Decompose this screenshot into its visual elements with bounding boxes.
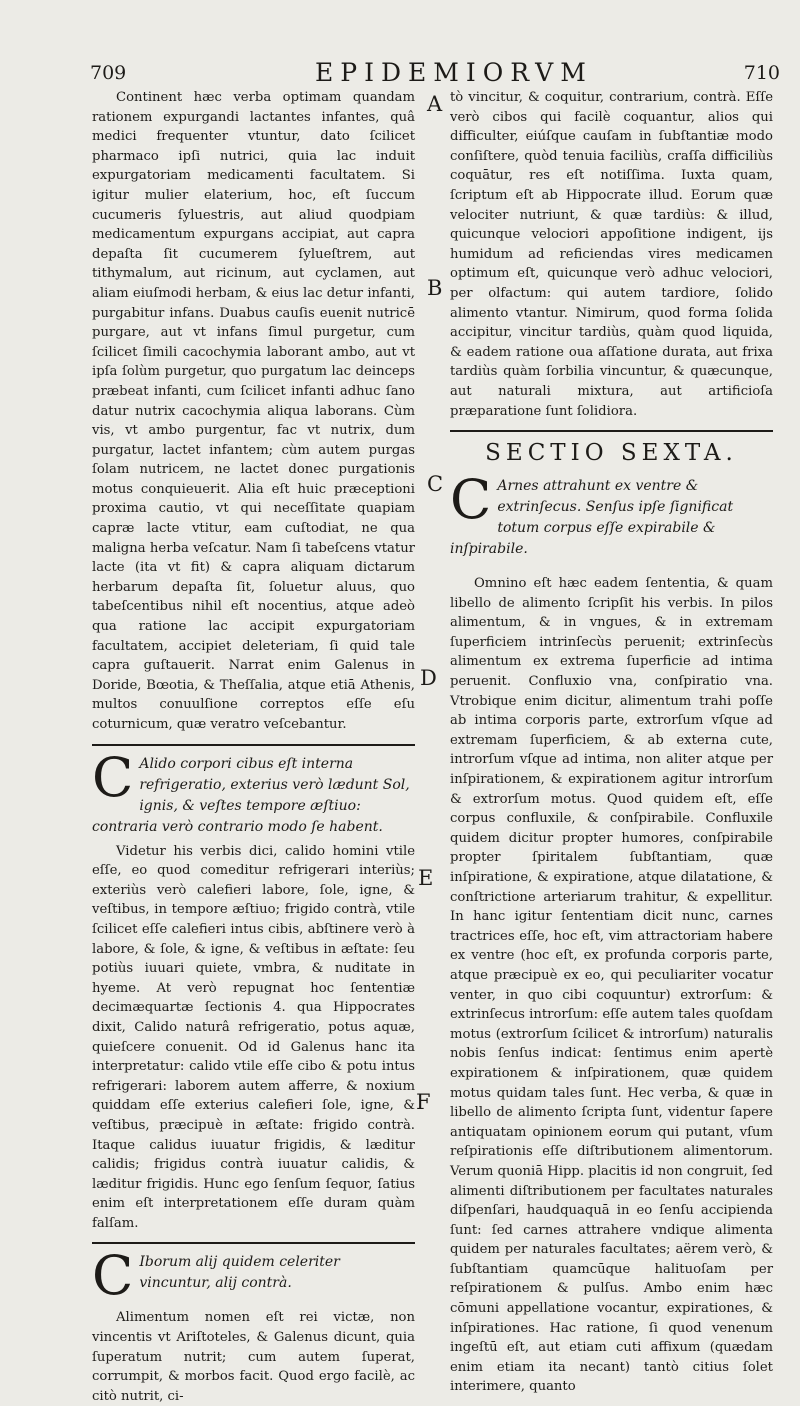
margin-letter-f: F bbox=[416, 1090, 431, 1114]
margin-letter-c: C bbox=[427, 472, 444, 496]
margin-letter-b: B bbox=[427, 276, 443, 300]
page-number-right: 710 bbox=[743, 62, 780, 84]
commentary-paragraph: Alimentum nomen eſt rei victæ, non vincentis vt Ariſtoteles, & Galenus dicunt, quia ſuperatum nutrit; cum autem ſuperat, corrumpit, & morbos facit. Quod ergo facilè, ac citò nutrit, ci- bbox=[92, 1310, 415, 1404]
lemma-text: Iborum alij quidem celeriter vincuntur, alij contrà. bbox=[139, 1254, 340, 1292]
separator-rule bbox=[450, 430, 773, 432]
commentary-paragraph: tò vincitur, & coquitur, contrarium, contrà. Eſſe verò cibos qui facilè coquantur, alios qui difficulter, eiúſque cauſam in ſubſtantiæ modo conſiſtere, quòd tenuia faciliùs, craſſa difficiliùs coquātur, res eſt notiſſima. Iuxta quam, ſcriptum eſt ab Hippocrate illud. Eorum quæ velociter nutriunt, & quæ tardiùs: & illud, quicunque velociori appoſitione indigent, ijs humidum ad reficiendas vires medicamen optimum eſt, quicunque verò adhuc velociori, per olfactum: qui autem tardiore, ſolido alimento vtantur. Nimirum, quod forma ſolida accipitur, vincitur tardiùs, quàm quod liquida, & eadem ratione oua aſſatione durata, aut frixa tardiùs quàm ſorbilia vincuntur, & quæcunque, aut naturali mixtura, aut artificioſa præparatione ſunt ſolidiora. bbox=[450, 90, 773, 419]
drop-cap: C bbox=[92, 1244, 134, 1308]
drop-cap: C bbox=[92, 745, 134, 809]
page-number-left: 709 bbox=[90, 62, 127, 84]
section-title: SECTIO SEXTA. bbox=[485, 440, 738, 467]
running-title: EPIDEMIORVM bbox=[315, 58, 593, 87]
separator-rule bbox=[92, 744, 415, 746]
margin-letter-e: E bbox=[418, 866, 434, 890]
commentary-paragraph: Continent hæc verba optimam quandam rationem expurgandi lactantes infantes, quâ medici frequenter vtuntur, dato ſcilicet pharmaco ipſi nutrici, quia lac induit expurgatoriam medicamenti facultatem. Si igitur mulier elaterium, hoc, eſt ſuccum cucumeris ſyluestris, aut aliud quodpiam medicamentum expurgans accipiat, aut capra depaſta ſit cucumerem ſylueſtrem, aut tithymalum, aut ricinum, aut cyclamen, aut aliam eiuſmodi herbam, & eius lac detur infanti, purgabitur infans. Duabus cauſis euenit nutricē purgare, aut vt infans ſimul purgetur, cum ſcilicet ſimili cacochymia laborant ambo, aut vt ipſa ſolùm purgetur, quo purgatum lac deinceps præbeat infanti, cum ſcilicet infanti adhuc ſano datur nutrix cacochymia aliqua laborans. Cùm vis, vt ambo purgentur, fac vt nutrix, dum purgatur, lactet infantem; cùm autem purgas ſolam nutricem, ne lactet donec purgationis motus conquieuerit. Alia eſt huic præceptioni proxima cautio, vt qui neceſſitate quapiam capræ lacte vtitur, eam cuſtodiat, ne qua maligna herba veſcatur. Nam ſi tabeſcens vtatur lacte (ita vt fit) & capra aliquam dictarum herbarum depaſta ſit, ſoluetur aluus, quo tabeſcentibus nihil eſt nocentius, atque adeò qua ratione lac accipit expurgatoriam facultatem, accipiet deleteriam, ſi quid tale capra guſtauerit. Narrat enim Galenus in Doride, Bœotia, & Theſſalia, atque etiā Athenis, multos conuulſione correptos eſſe eſu coturnicum, quæ veratro veſcebantur. bbox=[92, 90, 415, 732]
drop-cap: C bbox=[450, 468, 492, 532]
aphorism-lemma bbox=[450, 468, 773, 560]
separator-rule bbox=[92, 1242, 415, 1244]
aphorism-lemma bbox=[92, 1244, 415, 1308]
margin-letter-a: A bbox=[427, 92, 443, 116]
lemma-text: Alido corpori cibus eſt interna refrigeratio, exterius verò lædunt Sol, ignis, & veſtes tempore æſtiuo: contraria verò contrario modo ſe habent. bbox=[92, 755, 410, 835]
left-column bbox=[92, 88, 415, 1406]
commentary-paragraph: Omnino eſt hæc eadem ſententia, & quam libello de alimento ſcripſit his verbis. In pilos alimentum, & in vngues, & in extremam ſuperficiem intrinſecùs peruenit; extrinſecùs alimentum ex extrema ſuperficie ad intima peruenit. Confluxio vna, conſpiratio vna. Vtrobique enim dicitur, alimentum trahi poſſe ab intima corporis parte, extrorſum vſque ad extremam ſuperficiem, & ab externa cute, introrſum vſque ad intima, non aliter atque per inſpirationem, & expirationem agitur introrſum & extrorſum motus. Quod quidem eſt, eſſe corpus confluxile, & conſpirabile. Confluxile quidem dicitur propter humores, conſpirabile propter ſpiritalem ſubſtantiam, quæ inſpiratione, & expiratione, atque dilatatione, & conſtrictione arteriarum trahitur, & expellitur. In hanc igitur ſententiam dicit nunc, carnes tractrices eſſe, hoc eſt, vim attractoriam habere ex ventre (hoc eſt, ex profunda corporis parte, atque præcipuè ex eo, qui peculiariter vocatur venter, in quo cibi coquuntur) extrorſum: & extrinſecus introrſum: eſſe autem tales quoſdam motus (extrorſum ſcilicet & introrſum) naturalis nobis ſenſus indicat: ſentimus enim apertè expirationem & inſpirationem, quæ quidem motus quidam tales ſunt. Hec verba, & quæ in libello de alimento ſcripta ſunt, videntur ſapere antiquatam opinionem eorum qui putant, vſum reſpirationis eſſe diſtributionem alimentorum. Verum quoniā Hipp. placitis id non congruit, ſed alimenti diſtributionem per facultates naturales diſpenſari, haudquaquā in eo ſenſu accipienda ſunt: ſed carnes attrahere vndique alimenta quidem per naturales facultates; aërem verò, & ſubſtantiam quamcūque halituoſam per reſpirationem & pulſus. Ambo enim hæc cōmuni appellatione vocantur, expirationes, & inſpirationes. Hac ratione, ſi quod venenum ingeſtū eſt, aut etiam cuti affixum (quædam enim etiam ita necant) tantò citius ſolet interimere, quanto bbox=[450, 576, 773, 1395]
aphorism-lemma bbox=[92, 745, 415, 838]
commentary-paragraph: Videtur his verbis dici, calido homini vtile eſſe, eo quod comeditur refrigerari interiùs; exteriùs verò calefieri labore, ſole, igne, & veſtibus, in tempore æſtiuo; frigido contrà, vtile ſcilicet eſſe calefieri intus cibis, abſtinere verò à labore, & ſole, & igne, & veſtibus in æſtate: ſeu potiùs iuuari quiete, vmbra, & nuditate in hyeme. At verò repugnat hoc ſententiæ decimæquartæ ſectionis 4. qua Hippocrates dixit, Calido naturâ refrigeratio, potus aquæ, quieſcere conuenit. Od id Galenus hanc ita interpretatur: calido vtile eſſe cibo & potu intus refrigerari: laborem autem afferre, & noxium quiddam eſſe exterius calefieri ſole, igne, & veſtibus, præcipuè in æſtate: frigido contrà. Itaque calidus iuuatur frigidis, & læditur calidis; frigidus contrà iuuatur calidis, & læditur frigidis. Hunc ego ſenſum ſequor, ſatius enim eſt interpretationem eſſe duram quàm falſam. bbox=[92, 843, 415, 1231]
lemma-text: Arnes attrahunt ex ventre & extrinſecus. Senſus ipſe ſignificat totum corpus eſſe expirabile & inſpirabile. bbox=[450, 478, 734, 558]
margin-letter-d: D bbox=[420, 666, 437, 690]
right-column bbox=[450, 88, 773, 1397]
